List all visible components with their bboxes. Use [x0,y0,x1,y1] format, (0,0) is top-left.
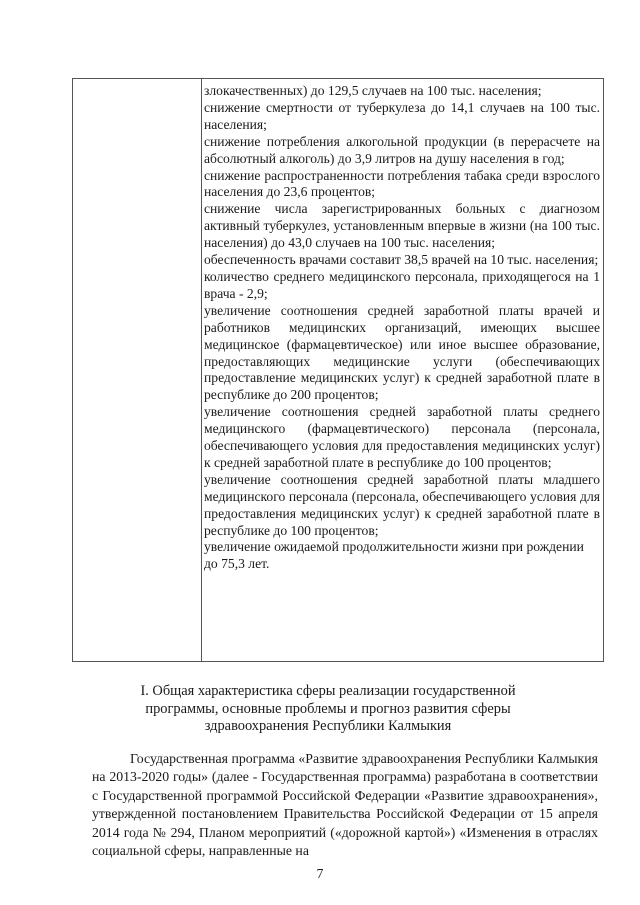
targets-table [72,78,604,662]
table-right-cell [204,83,600,573]
table-item: злокачественных) до 129,5 случаев на 100 тыс. населения; [204,83,542,98]
section-heading-line: I. Общая характеристика сферы реализации государственной [140,683,516,699]
section-heading-line: программы, основные проблемы и прогноз развития сферы [145,700,511,717]
table-item: снижение распространенности потребления табака среди взрослого населения до 23,6 процентов; [204,167,600,200]
table-item: количество среднего медицинского персонала, приходящегося на 1 врача - 2,9; [204,268,600,301]
table-item: увеличение ожидаемой продолжительности жизни при рождении до 75,3 лет. [204,539,584,572]
page-number: 7 [316,866,324,881]
table-item: снижение смертности от туберкулеза до 14,1 случаев на 100 тыс. населения; [204,99,600,132]
table-item: увеличение соотношения средней заработной платы среднего медицинского (фармацевтического) персонала (персонала, обеспечивающего условия для предоставления медицинских услуг) к средней заработной плате в республике до 100 процентов; [204,404,600,470]
table-item: снижение числа зарегистрированных больных с диагнозом активный туберкулез, установленным впервые в жизни (на 100 тыс. населения) до 43,0 случаев на 100 тыс. населения; [204,201,600,251]
section-heading [100,683,556,736]
table-item: увеличение соотношения средней заработной платы врачей и работников медицинских организаций, имеющих высшее медицинское (фармацевтическое) или иное высшее образование, предоставляющих медицинские услуги (обеспечивающих предоставление медицинских услуг) к средней заработной плате в республике до 200 процентов; [204,302,600,403]
table-item: увеличение соотношения средней заработной платы младшего медицинского персонала (персонала, обеспечивающего условия для предоставления медицинских услуг) к средней заработной плате в республике до 100 процентов; [204,471,600,538]
table-item: снижение потребления алкогольной продукции (в перерасчете на абсолютный алкоголь) до 3,9 литров на душу населения в год; [204,133,600,166]
body-paragraph: Государственная программа «Развитие здравоохранения Республики Калмыкия на 2013-2020 годы» (далее - Государственная программа) разработана в соответствии с Государственной программой Российской Федерации «Развитие здравоохранения», утвержденной постановлением Правительства Российской Федерации от 15 апреля 2014 года № 294, Планом мероприятий («дорожной картой») «Изменения в отраслях социальной сферы, направленные на [92,751,598,859]
table-item: обеспеченность врачами составит 38,5 врачей на 10 тыс. населения; [204,252,599,268]
section-heading-line: здравоохранения Республики Калмыкия [204,718,452,734]
table-column-divider [201,79,202,661]
